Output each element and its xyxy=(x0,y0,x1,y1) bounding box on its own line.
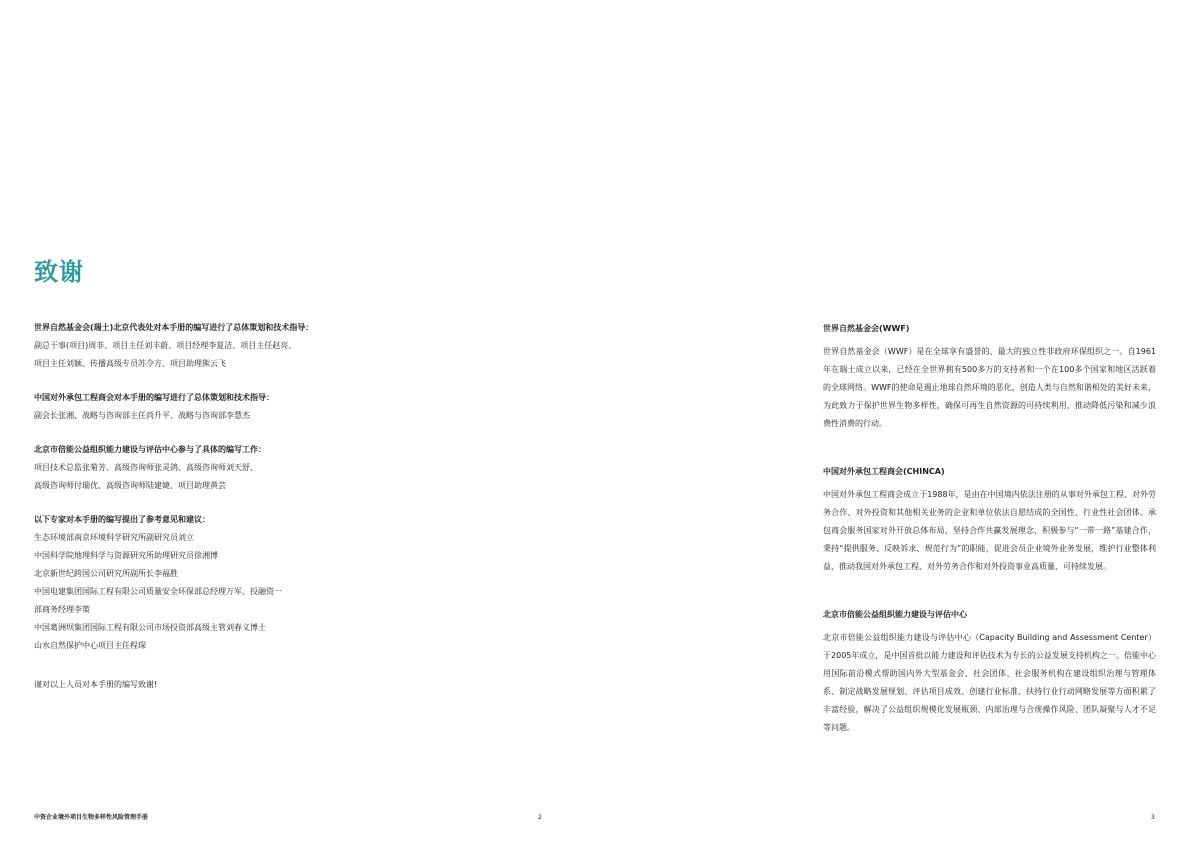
org-profile-beineng xyxy=(823,606,1156,737)
closing-thanks: 谨对以上人员对本手册的编写致谢! xyxy=(34,680,158,689)
page-number-left: 2 xyxy=(538,814,542,821)
org-description: 北京市倍能公益组织能力建设与评估中心（Capacity Building and Assessment Center）于2005年成立，是中国首批以能力建设和评估技术为专长的公益发展支持机构之一。倍能中心用国际前沿模式帮助国内外大型基金会、社会团体、社会服务机构在建设组织治理与管理体系、制定战略发展规划、评估项目成效、创建行业标准、扶持行业行动网略发展等方面积累了丰富经验，解决了公益组织规模化发展瓶颈、内部治理与合规操作风险、团队凝聚与人才不足等问题。 xyxy=(823,633,1156,732)
org-profile-wwf xyxy=(823,320,1156,433)
org-heading: 世界自然基金会(WWF) xyxy=(823,324,910,333)
page-number-right: 3 xyxy=(1151,814,1155,821)
ack-section-beineng xyxy=(34,441,326,495)
ack-section-heading: 中国对外承包工程商会对本手册的编写进行了总体策划和技术指导： xyxy=(34,393,274,402)
organization-profiles xyxy=(823,320,1156,737)
ack-section-experts xyxy=(34,511,326,655)
org-heading: 中国对外承包工程商会(CHINCA) xyxy=(823,467,945,476)
ack-line: 北京新世纪跨国公司研究所副所长李福胜 xyxy=(34,569,178,578)
org-description: 世界自然基金会（WWF）是在全球享有盛誉的、最大的独立性非政府环保组织之一。自1961年在瑞士成立以来，已经在全世界拥有500多万的支持者和一个在100多个国家和地区活跃着的全球网络。WWF的使命是遏止地球自然环境的恶化，创造人类与自然和谐相处的美好未来，为此致力于保护世界生物多样性，确保可再生自然资源的可持续利用，推动降低污染和减少浪费性消费的行动。 xyxy=(823,347,1156,428)
org-profile-chinca xyxy=(823,463,1156,576)
ack-section-wwf xyxy=(34,319,326,373)
ack-section-heading: 世界自然基金会(瑞士)北京代表处对本手册的编写进行了总体策划和技术指导： xyxy=(34,323,314,332)
org-description: 中国对外承包工程商会成立于1988年，是由在中国境内依法注册的从事对外承包工程、对外劳务合作、对外投资和其他相关业务的企业和单位依法自愿结成的全国性、行业性社会团体。承包商会服务国家对外开放总体布局，坚持合作共赢发展理念，积极参与“一带一路”基建合作，秉持“提供服务、反映诉求、规范行为”的职能，促进会员企业境外业务发展，维护行业整体利益，推动我国对外承包工程、对外劳务合作和对外投资事业高质量、可持续发展。 xyxy=(823,490,1156,571)
ack-line: 高级咨询师付瑞优、高级咨询师陆建婕、项目助理黄芸 xyxy=(34,481,226,490)
right-page xyxy=(595,0,1190,841)
page-title: 致谢 xyxy=(34,258,84,286)
ack-line: 项目主任刘颖、传播高级专员苏令方、项目助理熊云飞 xyxy=(34,359,226,368)
ack-line: 山水自然保护中心项目主任程琛 xyxy=(34,641,146,650)
ack-line: 副会长张湘、战略与咨询部主任尚升平、战略与咨询部李慧杰 xyxy=(34,411,250,420)
ack-line: 副总干事(项目)周非、项目主任刘丰蔚、项目经理李夏洁、项目主任赵亮、 xyxy=(34,341,297,350)
ack-line: 中国科学院地理科学与资源研究所助理研究员徐湘博 xyxy=(34,551,218,560)
ack-line: 部商务经理李策 xyxy=(34,605,90,614)
ack-section-chinca xyxy=(34,389,326,425)
org-heading: 北京市倍能公益组织能力建设与评估中心 xyxy=(823,610,967,619)
ack-section-heading: 以下专家对本手册的编写提出了参考意见和建议： xyxy=(34,515,210,524)
ack-line: 中国葛洲坝集团国际工程有限公司市场投资部高级主管刘春义博士 xyxy=(34,623,266,632)
footer-book-title: 中资企业境外项目生物多样性风险管理手册 xyxy=(34,814,149,821)
ack-section-heading: 北京市倍能公益组织能力建设与评估中心参与了具体的编写工作： xyxy=(34,445,266,454)
ack-line: 中国电建集团国际工程有限公司质量安全环保部总经理万军、投融资一 xyxy=(34,587,282,596)
ack-line: 生态环境部南京环境科学研究所副研究员刘立 xyxy=(34,533,194,542)
acknowledgement-list xyxy=(34,319,326,694)
ack-line: 项目技术总监张菊芳、高级咨询师张灵鸽、高级咨询师刘天舒、 xyxy=(34,463,258,472)
